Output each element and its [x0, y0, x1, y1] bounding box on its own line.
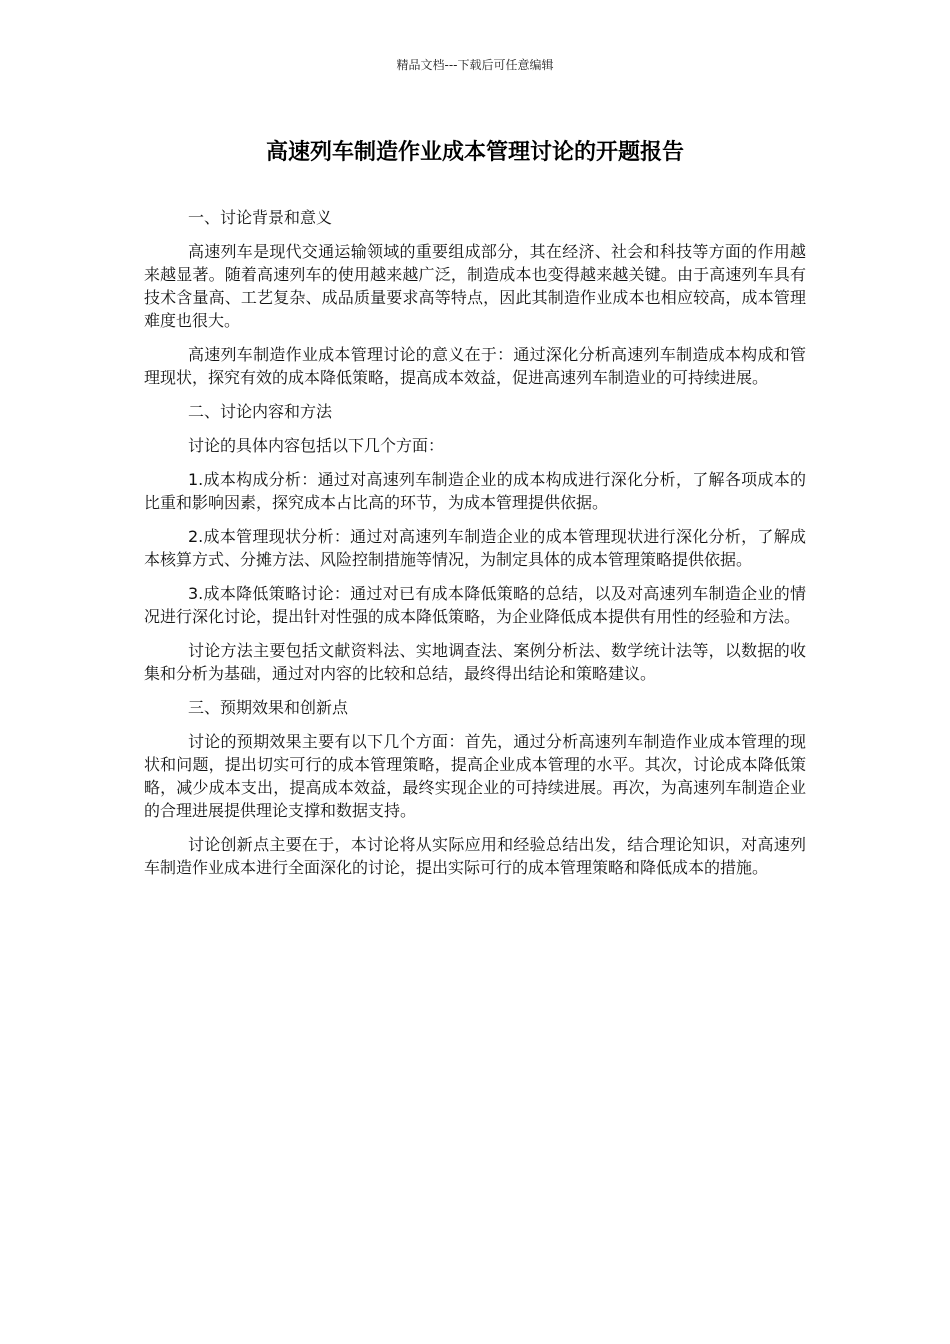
paragraph-item-management-status: 2.成本管理现状分析：通过对高速列车制造企业的成本管理现状进行深化分析，了解成本核算方式、分摊方法、风险控制措施等情况，为制定具体的成本管理策略提供依据。 [144, 527, 806, 569]
paragraph-expected-results: 讨论的预期效果主要有以下几个方面：首先，通过分析高速列车制造作业成本管理的现状和问题，提出切实可行的成本管理策略，提高企业成本管理的水平。其次，讨论成本降低策略，减少成本支出，提高成本效益，最终实现企业的可持续进展。再次，为高速列车制造企业的合理进展提供理论支撑和数据支持。 [144, 732, 806, 820]
paragraph-innovation: 讨论创新点主要在于，本讨论将从实际应用和经验总结出发，结合理论知识，对高速列车制造作业成本进行全面深化的讨论，提出实际可行的成本管理策略和降低成本的措施。 [144, 835, 806, 877]
section-heading-background: 一、讨论背景和意义 [188, 208, 333, 227]
paragraph-item-cost-reduction: 3.成本降低策略讨论：通过对已有成本降低策略的总结，以及对高速列车制造企业的情况进行深化讨论，提出针对性强的成本降低策略，为企业降低成本提供有用性的经验和方法。 [144, 584, 806, 626]
paragraph-significance: 高速列车制造作业成本管理讨论的意义在于：通过深化分析高速列车制造成本构成和管理现状，探究有效的成本降低策略，提高成本效益，促进高速列车制造业的可持续进展。 [144, 345, 806, 387]
document-title: 高速列车制造作业成本管理讨论的开题报告 [265, 140, 684, 165]
paragraph-item-cost-structure: 1.成本构成分析：通过对高速列车制造企业的成本构成进行深化分析，了解各项成本的比重和影响因素，探究成本占比高的环节，为成本管理提供依据。 [144, 470, 806, 512]
paragraph-methods: 讨论方法主要包括文献资料法、实地调查法、案例分析法、数学统计法等，以数据的收集和分析为基础，通过对内容的比较和总结，最终得出结论和策略建议。 [144, 641, 806, 683]
paragraph-content-intro: 讨论的具体内容包括以下几个方面： [188, 436, 445, 455]
section-heading-content-methods: 二、讨论内容和方法 [188, 402, 333, 421]
section-heading-expected-results: 三、预期效果和创新点 [188, 698, 349, 717]
page-header: 精品文档---下载后可任意编辑 [396, 58, 554, 72]
paragraph-background-intro: 高速列车是现代交通运输领域的重要组成部分，其在经济、社会和科技等方面的作用越来越显著。随着高速列车的使用越来越广泛，制造成本也变得越来越关键。由于高速列车具有技术含量高、工艺复杂、成品质量要求高等特点，因此其制造作业成本也相应较高，成本管理难度也很大。 [144, 242, 806, 330]
document-body [144, 206, 806, 890]
